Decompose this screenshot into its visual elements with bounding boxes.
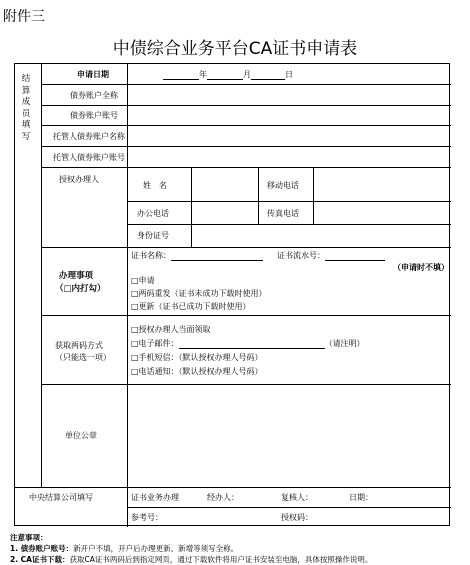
agent-label: 授权办理人	[59, 175, 99, 184]
agent-fax-label: 传真电话	[267, 209, 299, 218]
member-side-label: 结算成员填写	[21, 74, 31, 142]
option-sms[interactable]: □手机短信：（默认授权办理人号码）	[131, 353, 263, 362]
agent-id-label: 身份证号	[137, 231, 169, 240]
notes-title: 注意事项：	[10, 533, 48, 542]
serial-note: （申请时不填）	[393, 263, 449, 272]
cert-serial-line[interactable]	[277, 251, 385, 261]
ref-no-field[interactable]: 参考号：	[131, 513, 163, 522]
notes-item-2: 2. CA证书下载：获取CA证书两码后到指定网页，通过下载软件将用户证书安装至电脑，具体按照操作说明。	[10, 555, 373, 564]
custodian-account-no-label: 托管人债券账户账号	[53, 153, 125, 162]
notes-section	[10, 532, 372, 565]
agent-name-label: 姓 名	[143, 181, 167, 190]
agent-office-phone-label: 办公电话	[137, 209, 169, 218]
email-note: （请注明）	[324, 339, 365, 348]
handler-field[interactable]: 经办人：	[207, 493, 239, 502]
option-apply[interactable]: □申请	[131, 276, 155, 285]
form-title: 中债综合业务平台CA证书申请表	[112, 39, 358, 59]
option-email[interactable]	[131, 339, 365, 349]
ccdc-label: 中央结算公司填写	[29, 493, 93, 502]
codes-label: 获取两码方式	[55, 341, 103, 350]
account-name-label: 债券账户全称	[70, 91, 118, 100]
cert-name-label: 证书名称：	[131, 251, 171, 260]
apply-date-label: 申请日期	[77, 70, 109, 79]
reviewer-field[interactable]: 复核人：	[281, 493, 313, 502]
notes-item-1: 1. 债券账户账号：新开户不填，开户后办理更新、新增等须写全称。	[10, 544, 239, 553]
attachment-label: 附件三	[3, 9, 45, 25]
ccdc-date-field[interactable]: 日期：	[349, 493, 373, 502]
year-label: 年	[199, 70, 207, 79]
account-no-label: 债券账户账号	[70, 111, 118, 120]
option-phone[interactable]: □电话通知：（默认授权办理人号码）	[131, 367, 263, 376]
cert-name-line[interactable]	[131, 251, 263, 261]
auth-code-field[interactable]: 授权码：	[281, 513, 313, 522]
month-label: 月	[243, 70, 251, 79]
cert-handling-label: 证书业务办理	[131, 493, 179, 502]
matters-sub-label: （□内打勾）	[55, 284, 106, 294]
ca-application-form	[14, 63, 450, 526]
agent-mobile-label: 移动电话	[267, 181, 299, 190]
option-email-label: □电子邮件：	[131, 339, 179, 348]
day-label: 日	[285, 70, 293, 79]
custodian-account-name-label: 托管人债券账户名称	[53, 132, 125, 141]
option-onsite[interactable]: □授权办理人当面领取	[131, 325, 211, 334]
option-resend[interactable]: □两码重发（证书未成功下载时使用）	[131, 289, 267, 298]
company-seal-label: 单位公章	[65, 431, 97, 440]
option-renew[interactable]: □更新（证书已成功下载时使用）	[131, 302, 251, 311]
matters-label: 办理事项	[59, 271, 94, 281]
apply-date-field[interactable]	[163, 70, 293, 80]
codes-sub-label: （只能选一项）	[55, 353, 111, 362]
cert-serial-label: 证书流水号：	[277, 251, 325, 260]
